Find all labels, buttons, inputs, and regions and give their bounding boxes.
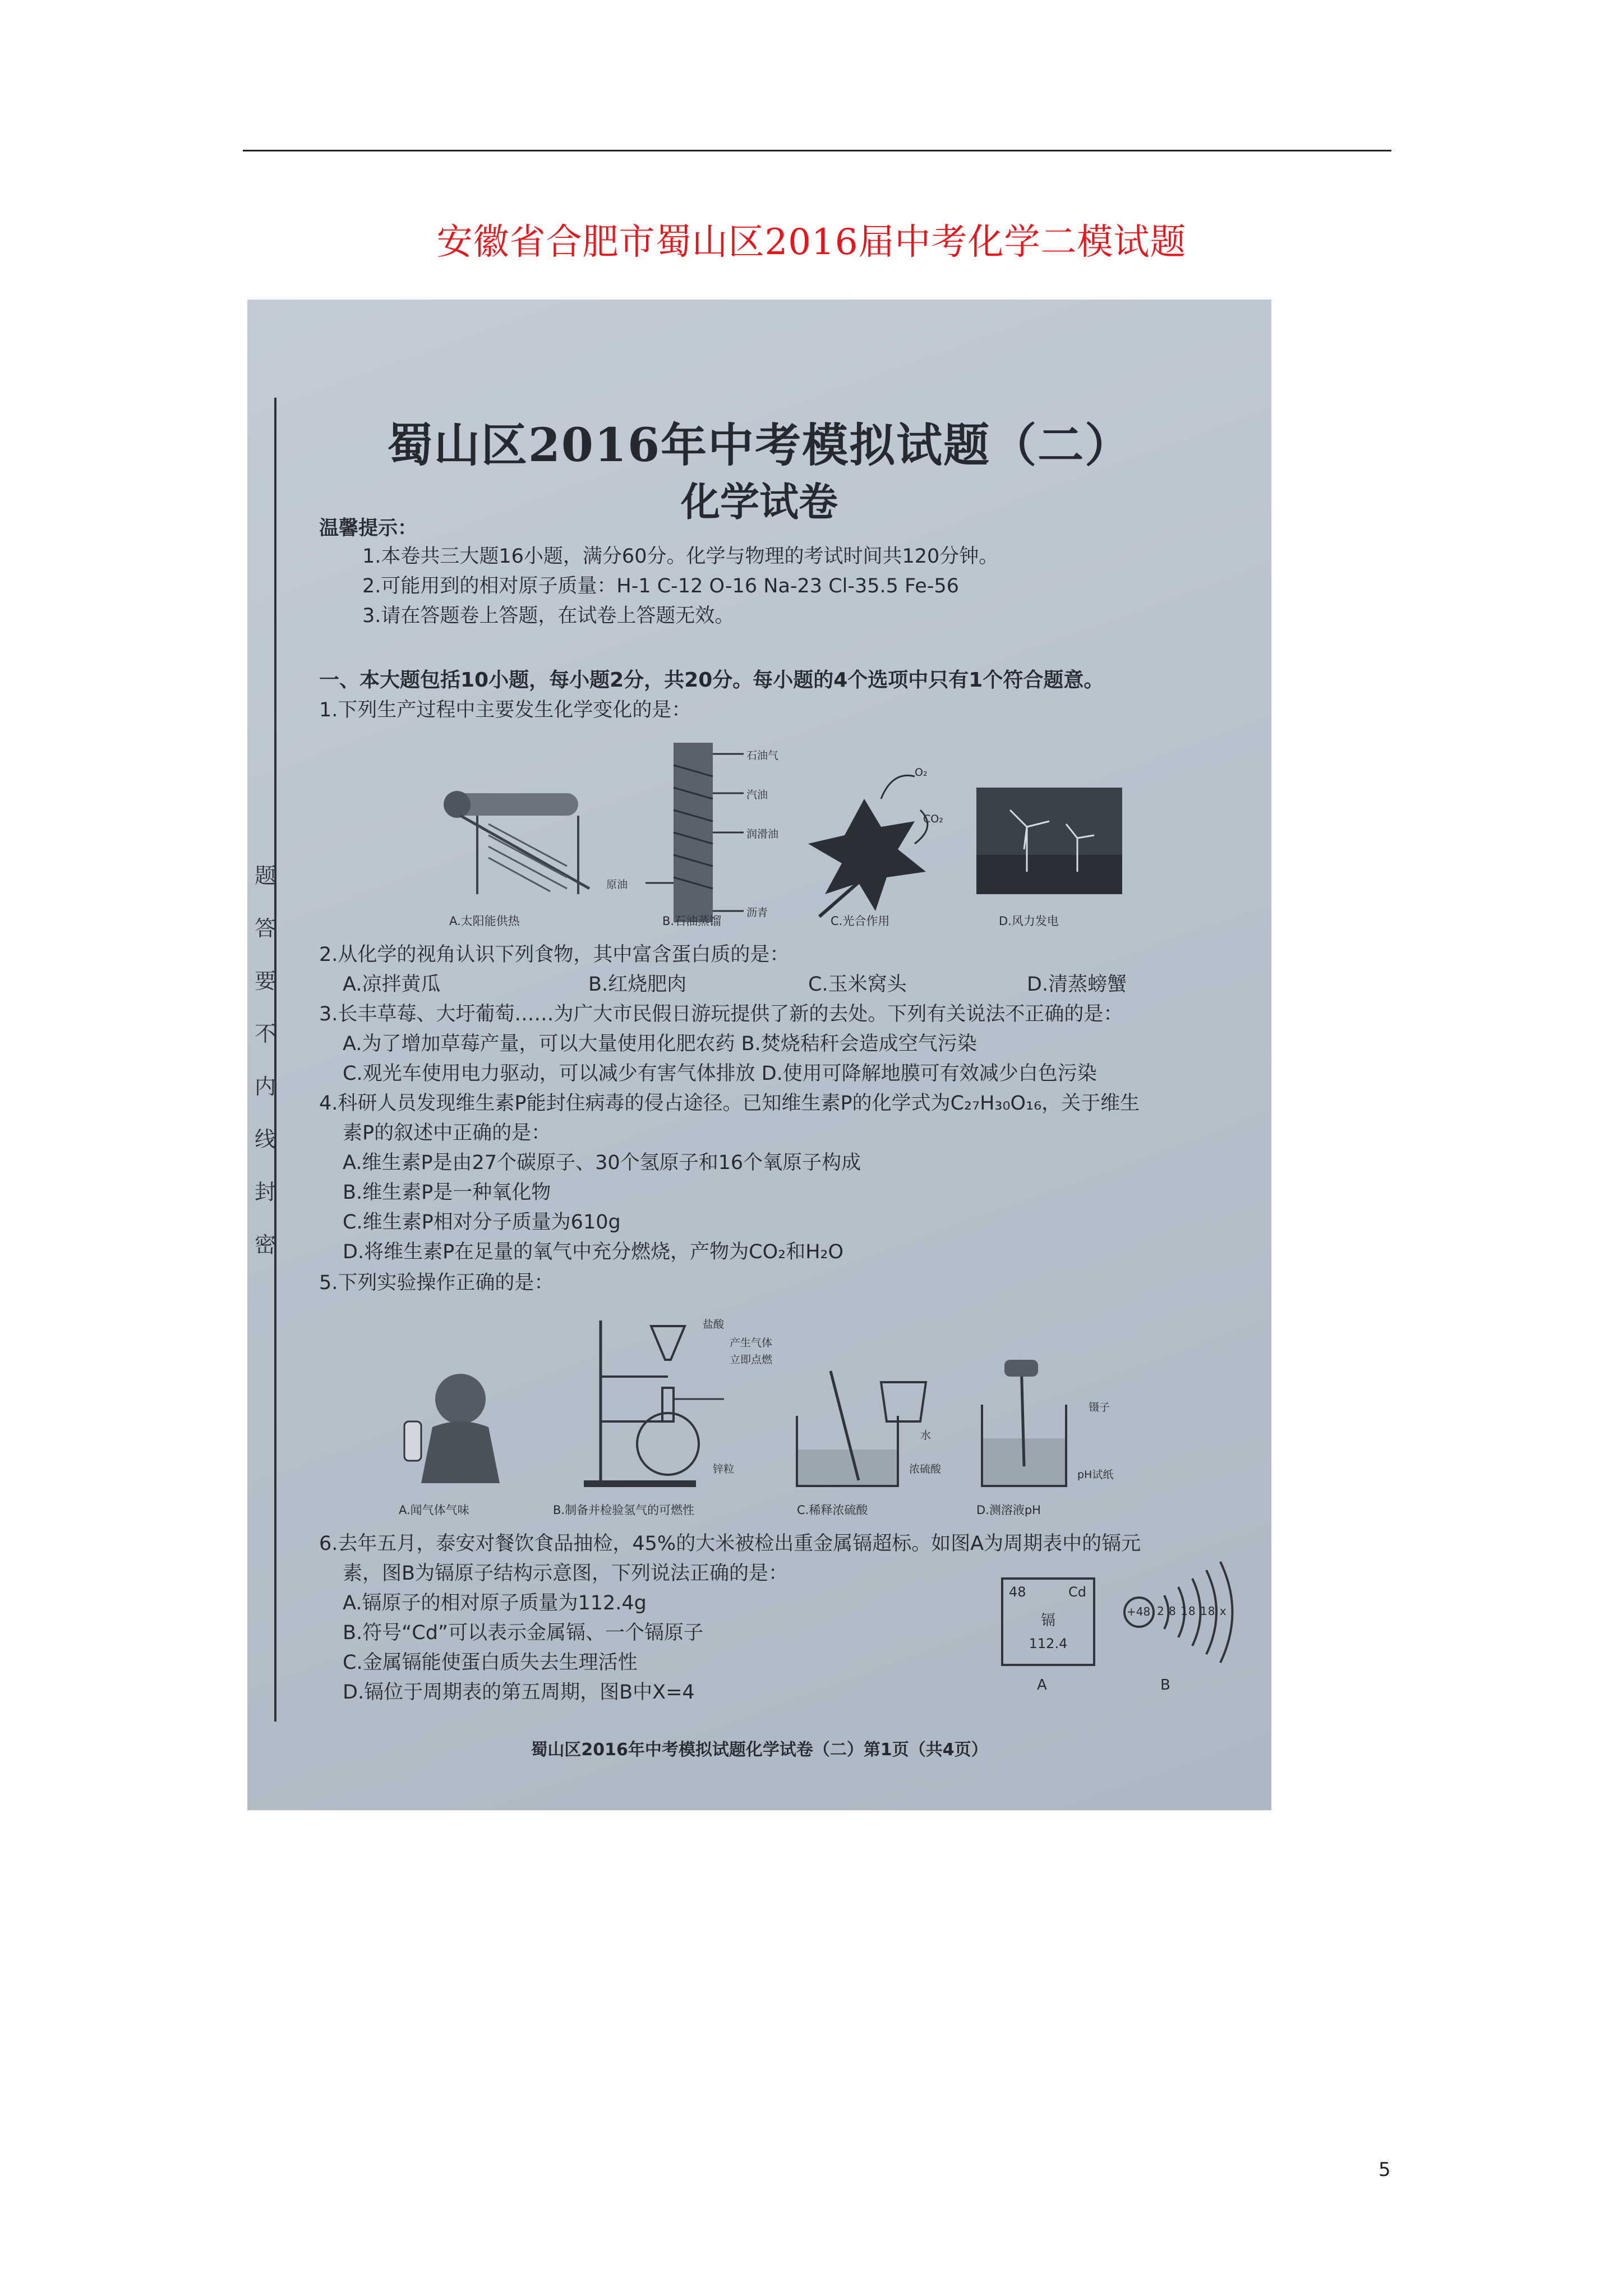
tower-label: 汽油	[746, 789, 768, 801]
figure-caption: D.风力发电	[999, 914, 1059, 928]
figure-caption: C.光合作用	[831, 914, 890, 928]
apparatus-label: 水	[920, 1429, 932, 1442]
option: D.镉位于周期表的第五周期，图B中X=4	[343, 1681, 695, 1704]
option: D.清蒸螃蟹	[1027, 973, 1127, 996]
option: A.凉拌黄瓜	[343, 973, 441, 996]
exam-title: 蜀山区2016年中考模拟试题（二）	[386, 418, 1132, 472]
atomic-number: 48	[1009, 1584, 1026, 1600]
solar-heater-image	[438, 782, 606, 911]
document-title: 安徽省合肥市蜀山区2016届中考化学二模试题	[436, 222, 1187, 263]
question-stem: 5.下列实验操作正确的是：	[319, 1272, 554, 1294]
tower-label: 沥青	[746, 907, 768, 919]
element-symbol: Cd	[1068, 1584, 1086, 1600]
option-line: A.为了增加草莓产量，可以大量使用化肥农药 B.焚烧秸秆会造成空气污染	[343, 1033, 977, 1055]
option: B.红烧肥肉	[588, 973, 687, 996]
option: B.符号“Cd”可以表示金属镉、一个镉原子	[343, 1622, 704, 1644]
figure-caption: D.测溶液pH	[976, 1503, 1041, 1517]
apparatus-label: 立即点燃	[730, 1354, 773, 1366]
option: D.将维生素P在足量的氧气中充分燃烧，产物为CO₂和H₂O	[343, 1241, 844, 1263]
seal-char: 不	[254, 1022, 276, 1046]
seal-char: 题	[254, 863, 276, 888]
notice-line: 2.可能用到的相对原子质量：H-1 C-12 O-16 Na-23 Cl-35.5 Fe-56	[362, 575, 959, 597]
option-line: C.观光车使用电力驱动，可以减少有害气体排放 D.使用可降解地膜可有效减少白色污染	[343, 1062, 1097, 1085]
exam-subtitle: 化学试卷	[681, 478, 838, 525]
question-stem: 素，图B为镉原子结构示意图，下列说法正确的是：	[343, 1562, 789, 1585]
header-rule	[243, 150, 1391, 151]
figure-caption: C.稀释浓硫酸	[797, 1503, 868, 1517]
element-card	[1001, 1577, 1095, 1666]
electron-shells: 2 8 18 18 x	[1157, 1604, 1227, 1618]
apparatus-label: 锌粒	[713, 1463, 735, 1475]
question-stem: 素P的叙述中正确的是：	[343, 1122, 551, 1144]
leaf-label: O₂	[915, 766, 928, 779]
seal-char: 答	[254, 916, 276, 941]
tower-label: 润滑油	[746, 828, 779, 840]
leaf-photosynthesis-image	[786, 760, 943, 922]
tower-label: 石油气	[746, 749, 779, 762]
seal-char: 要	[254, 969, 276, 993]
exam-footer: 蜀山区2016年中考模拟试题化学试卷（二）第1页（共4页）	[531, 1740, 988, 1760]
figure-caption: B.制备并检验氢气的可燃性	[553, 1503, 695, 1517]
leaf-label: CO₂	[923, 813, 943, 825]
option: C.维生素P相对分子质量为610g	[343, 1211, 621, 1234]
figure-label: A	[1037, 1677, 1047, 1694]
notice-heading: 温馨提示：	[319, 517, 418, 540]
question-stem: 2.从化学的视角认识下列食物，其中富含蛋白质的是：	[319, 944, 790, 966]
option: C.金属镉能使蛋白质失去生理活性	[343, 1651, 638, 1674]
page-number: 5	[1378, 2159, 1391, 2181]
question-stem: 3.长丰草莓、大圩葡萄……为广大市民假日游玩提供了新的去处。下列有关说法不正确的是：	[319, 1003, 1123, 1025]
apparatus-label: 镊子	[1089, 1401, 1110, 1414]
option: B.维生素P是一种氧化物	[343, 1181, 551, 1204]
smelling-gas-image	[393, 1365, 522, 1489]
element-name: 镉	[1040, 1612, 1055, 1629]
figure-caption: A.闻气体气味	[399, 1503, 469, 1517]
question-stem: 6.去年五月，泰安对餐饮食品抽检，45%的大米被检出重金属镉超标。如图A为周期表中的镉元	[319, 1533, 1141, 1555]
question-stem: 4.科研人员发现维生素P能封住病毒的侵占途径。已知维生素P的化学式为C₂₇H₃₀O₁₆，关于维生	[319, 1092, 1140, 1115]
figure-label: B	[1160, 1677, 1170, 1694]
option: A.镉原子的相对原子质量为112.4g	[343, 1592, 647, 1614]
seal-char: 密	[254, 1232, 276, 1257]
apparatus-label: 产生气体	[730, 1337, 773, 1349]
figure-caption: B.石油蒸馏	[662, 914, 722, 928]
ph-test-image	[971, 1354, 1083, 1494]
exam-photo	[247, 300, 1271, 1810]
notice-line: 3.请在答题卷上答题，在试卷上答题无效。	[362, 605, 735, 627]
apparatus-label: 盐酸	[703, 1318, 725, 1331]
nucleus-charge: +48	[1127, 1605, 1151, 1618]
notice-line: 1.本卷共三大题16小题，满分60分。化学与物理的考试时间共120分钟。	[362, 545, 999, 568]
figure-caption: A.太阳能供热	[449, 914, 520, 928]
tower-label: 原油	[606, 878, 628, 891]
seal-char: 线	[254, 1127, 276, 1152]
seal-text	[252, 849, 279, 1271]
section-heading: 一、本大题包括10小题，每小题2分，共20分。每小题的4个选项中只有1个符合题意。	[319, 669, 1104, 692]
option: A.维生素P是由27个碳原子、30个氢原子和16个氧原子构成	[343, 1152, 861, 1174]
seal-char: 封	[254, 1180, 276, 1204]
apparatus-label: 浓硫酸	[909, 1463, 942, 1475]
seal-char: 内	[254, 1074, 276, 1099]
atomic-mass: 112.4	[1029, 1636, 1068, 1651]
question-stem: 1.下列生产过程中主要发生化学变化的是：	[319, 699, 691, 721]
option: C.玉米窝头	[808, 973, 907, 996]
wind-power-image	[976, 788, 1122, 894]
apparatus-label: pH试纸	[1077, 1469, 1114, 1481]
